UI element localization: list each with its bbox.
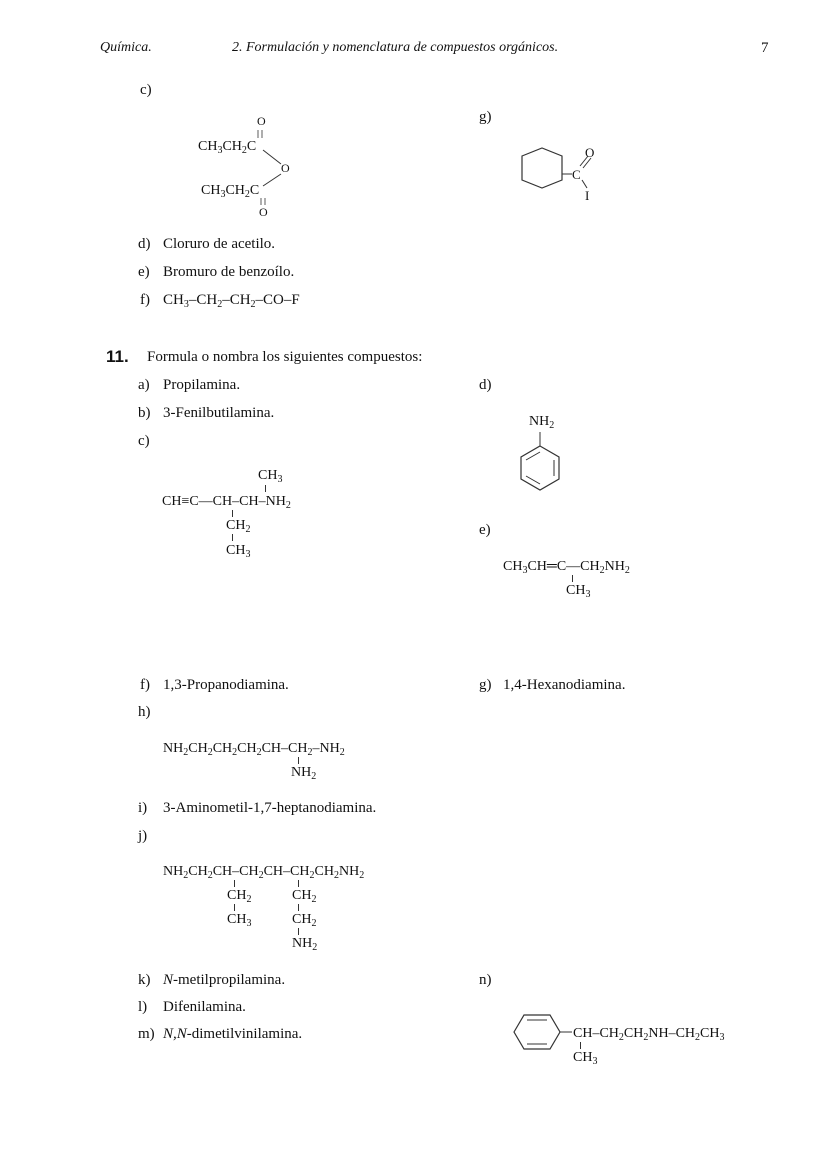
bond bbox=[298, 904, 299, 911]
item-10e-label: e) bbox=[138, 264, 150, 280]
item-11l-text: Difenilamina. bbox=[163, 999, 246, 1015]
ch3ch2c-top: $CH_3CH_2C$ bbox=[198, 139, 257, 156]
item-10f-formula: $CH_3-CH_2-CH_2-CO-F$ bbox=[163, 292, 300, 310]
carbonyl-o-top: O bbox=[257, 114, 266, 128]
item-11k-text: N-metilpropilamina. bbox=[163, 972, 286, 988]
item-11j-label: j) bbox=[138, 828, 148, 844]
11c-main-chain: $CH\equiv C—CH-CH-NH_2$ bbox=[162, 494, 291, 511]
question-11-prompt: Formula o nombra los siguientes compuestos: bbox=[147, 349, 423, 365]
item-11d-label: d) bbox=[479, 377, 492, 393]
11e-ch3: $CH_3$ bbox=[566, 583, 591, 600]
bond bbox=[232, 510, 233, 517]
11c-ch3-top: $CH_3$ bbox=[258, 468, 283, 485]
item-10e-text: Bromuro de benzoílo. bbox=[163, 264, 295, 280]
item-10d-text: Cloruro de acetilo. bbox=[163, 236, 276, 252]
11j-main-chain: $NH_2CH_2CH-CH_2CH-CH_2CH_2NH_2$ bbox=[163, 864, 365, 881]
item-11n-label: n) bbox=[479, 972, 492, 988]
11c-ch2: $CH_2$ bbox=[226, 518, 251, 535]
bond bbox=[298, 928, 299, 935]
bridge-oxygen: O bbox=[281, 161, 290, 175]
item-11m-label: m) bbox=[138, 1026, 155, 1042]
11j-right-ch2-a: $CH_2$ bbox=[292, 888, 317, 905]
bond bbox=[298, 757, 299, 764]
item-11i-text: 3-Aminometil-1,7-heptanodiamina. bbox=[163, 800, 377, 816]
item-10f-label: f) bbox=[140, 292, 150, 308]
cyclohexanecarbonyl-iodide-structure bbox=[508, 140, 608, 204]
carbonyl-o-bottom: O bbox=[259, 205, 268, 219]
header-page-number: 7 bbox=[761, 40, 769, 56]
item-11i-label: i) bbox=[138, 800, 148, 816]
item-11k-label: k) bbox=[138, 972, 151, 988]
question-number-11: 11. bbox=[106, 347, 129, 366]
item-11c-label: c) bbox=[138, 433, 150, 449]
11j-left-ch3: $CH_3$ bbox=[227, 912, 252, 929]
item-10c-label: c) bbox=[140, 82, 152, 98]
acyl-carbon: C bbox=[572, 167, 581, 182]
cyclohexane-ring bbox=[522, 148, 562, 188]
item-10g-label: g) bbox=[479, 109, 492, 125]
bond bbox=[265, 485, 266, 492]
item-11a-label: a) bbox=[138, 377, 150, 393]
11n-side-chain: $CH-CH_2CH_2NH-CH_2CH_3$ bbox=[573, 1026, 725, 1043]
acyl-oxygen: O bbox=[585, 145, 595, 160]
item-11a-text: Propilamina. bbox=[163, 377, 241, 393]
11j-right-ch2-b: $CH_2$ bbox=[292, 912, 317, 929]
aniline-benzene-ring bbox=[510, 432, 560, 496]
item-11g-label: g) bbox=[479, 677, 492, 693]
bond bbox=[232, 534, 233, 541]
ch3ch2c-bottom: $CH_3CH_2C$ bbox=[201, 183, 260, 200]
bond bbox=[298, 880, 299, 887]
propanoic-anhydride-structure bbox=[195, 112, 305, 222]
11h-nh2: $NH_2$ bbox=[291, 765, 317, 782]
bond bbox=[572, 575, 573, 582]
item-11e-label: e) bbox=[479, 522, 491, 538]
11c-ch3-bottom: $CH_3$ bbox=[226, 543, 251, 560]
11n-benzene-ring bbox=[510, 1012, 574, 1052]
item-11f-text: 1,3-Propanodiamina. bbox=[163, 677, 289, 693]
11j-nh2: $NH_2$ bbox=[292, 936, 318, 953]
bond bbox=[234, 880, 235, 887]
11d-nh2: $NH_2$ bbox=[529, 414, 555, 431]
11j-left-ch2: $CH_2$ bbox=[227, 888, 252, 905]
item-11b-label: b) bbox=[138, 405, 151, 421]
item-11g-text: 1,4-Hexanodiamina. bbox=[503, 677, 626, 693]
item-11h-label: h) bbox=[138, 704, 151, 720]
item-10d-label: d) bbox=[138, 236, 151, 252]
item-11l-label: l) bbox=[138, 999, 148, 1015]
bond bbox=[234, 904, 235, 911]
11e-main-chain: $CH_3CH═C—CH_2NH_2$ bbox=[503, 559, 630, 576]
header-chapter: 2. Formulación y nomenclatura de compuestos orgánicos. bbox=[232, 40, 559, 55]
11n-ch3: $CH_3$ bbox=[573, 1050, 598, 1067]
bond bbox=[580, 1042, 581, 1049]
iodine-atom: I bbox=[585, 188, 590, 203]
header-subject: Química. bbox=[100, 40, 152, 55]
item-11b-text: 3-Fenilbutilamina. bbox=[163, 405, 275, 421]
item-11f-label: f) bbox=[140, 677, 150, 693]
11h-main-chain: $NH_2CH_2CH_2CH_2CH-CH_2-NH_2$ bbox=[163, 741, 345, 758]
item-11m-text: N,N-dimetilvinilamina. bbox=[163, 1026, 303, 1042]
